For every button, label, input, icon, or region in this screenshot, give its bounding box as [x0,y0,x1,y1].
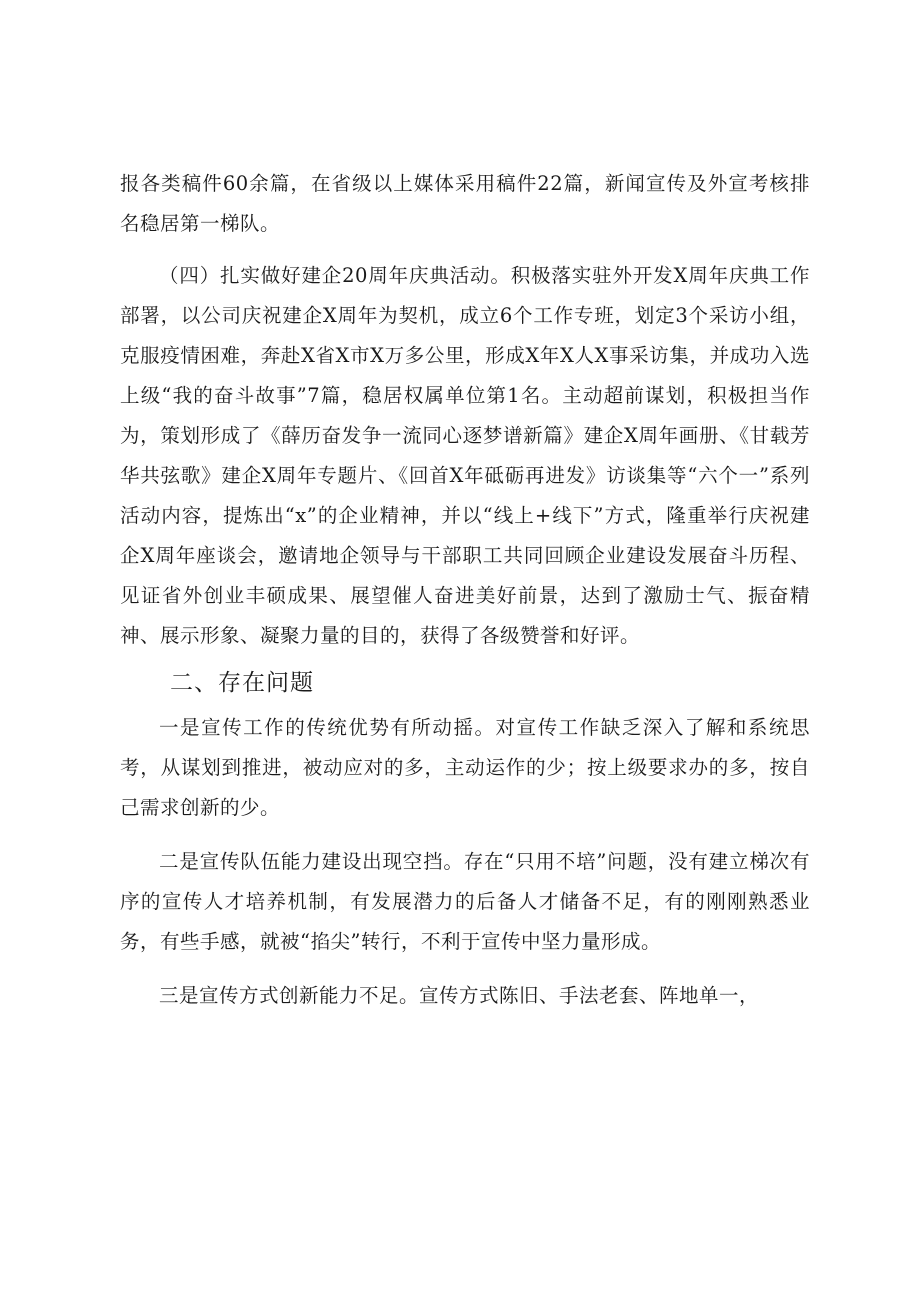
document-body [120,164,810,1016]
paragraph-anniversary-celebration: （四）扎实做好建企20周年庆典活动。积极落实驻外开发X周年庆典工作部署，以公司庆祝建企X周年为契机，成立6个工作专班，划定3个采访小组，克服疫情困难，奔赴X省X市X万多公里，形成X年X人X事采访集，并成功入选上级“我的奋斗故事”7篇，稳居权属单位第1名。主动超前谋划，积极担当作为，策划形成了《薛历奋发争一流同心逐梦谱新篇》建企X周年画册、《甘载芳华共弦歌》建企X周年专题片、《回首X年砥砺再进发》访谈集等“六个一”系列活动内容，提炼出“x”的企业精神，并以“线上+线下”方式，隆重举行庆祝建企X周年座谈会，邀请地企领导与干部职工共同回顾企业建设发展奋斗历程、见证省外创业丰硕成果、展望催人奋进美好前景，达到了激励士气、振奋精神、展示形象、凝聚力量的目的，获得了各级赞誉和好评。 [120,264,810,647]
paragraph-problem-one: 一是宣传工作的传统优势有所动摇。对宣传工作缺乏深入了解和系统思考，从谋划到推进，被动应对的多，主动运作的少；按上级要求办的多，按自己需求创新的少。 [120,716,810,819]
paragraph-problem-three: 三是宣传方式创新能力不足。宣传方式陈旧、手法老套、阵地单一， [159,984,760,1007]
section-heading-existing-problems: 二、存在问题 [170,670,314,696]
paragraph-problem-two: 二是宣传队伍能力建设出现空挡。存在“只用不培”问题，没有建立梯次有序的宣传人才培养机制，有发展潜力的后备人才储备不足，有的刚刚熟悉业务，有些手感，就被“掐尖”转行，不利于宣传中坚力量形成。 [120,850,810,953]
paragraph-continued-media-report: 报各类稿件60余篇，在省级以上媒体采用稿件22篇，新闻宣传及外宣考核排名稳居第一梯队。 [120,172,810,235]
